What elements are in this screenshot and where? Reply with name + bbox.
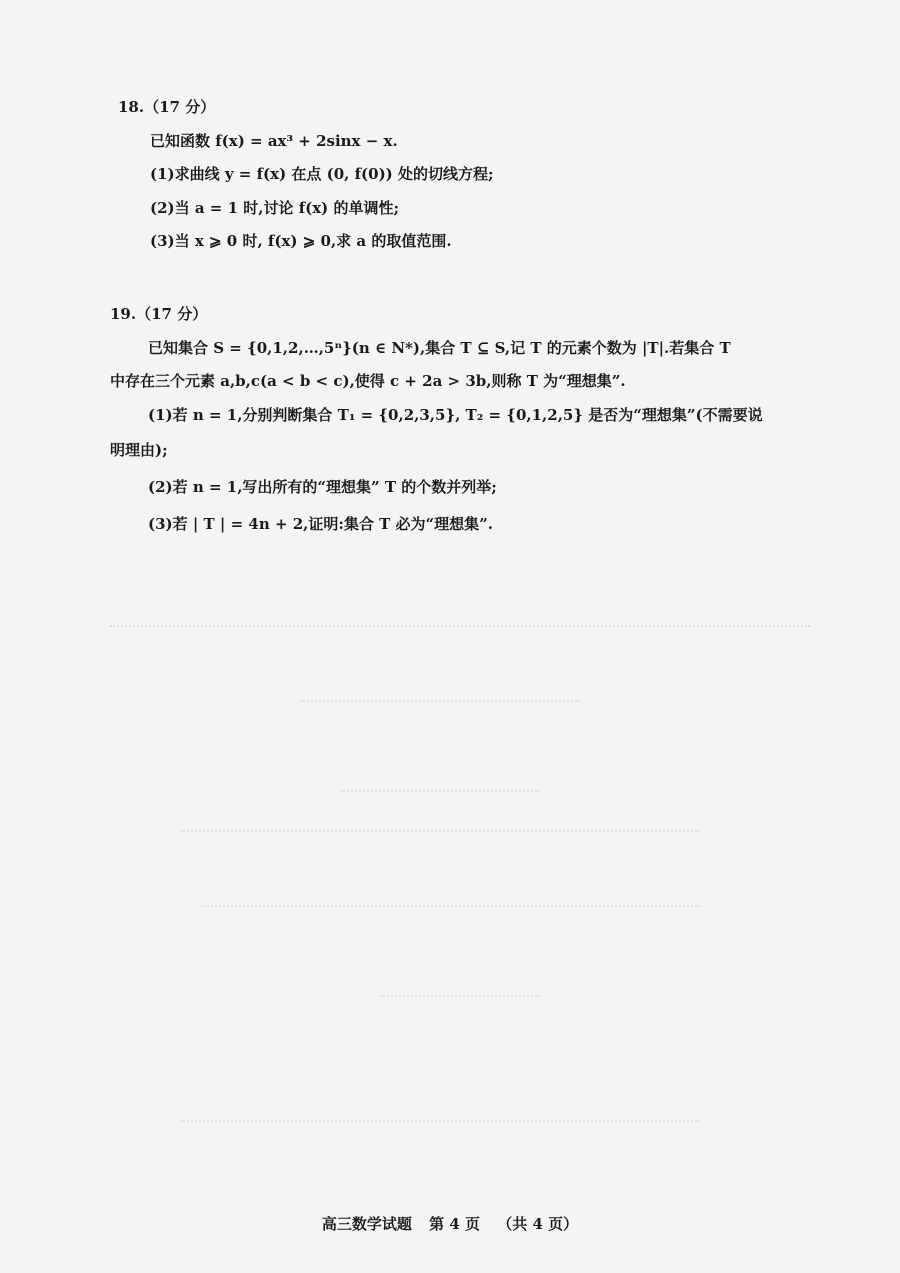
question-19-stem-line-1: 已知集合 S = {0,1,2,…,5ⁿ}(n ∈ N*),集合 T ⊆ S,记 T 的元素个数为 |T|.若集合 T [148, 339, 731, 357]
question-19-part-1-line-2: 明理由); [110, 441, 168, 459]
question-19-part-1-line-1: (1)若 n = 1,分别判断集合 T₁ = {0,2,3,5}, T₂ = {0,1,2,5} 是否为“理想集”(不需要说 [148, 406, 763, 424]
footer-page-number: 第 4 页 [429, 1215, 480, 1233]
question-18-part-1: (1)求曲线 y = f(x) 在点 (0, f(0)) 处的切线方程; [150, 165, 494, 183]
footer-total-pages: （共 4 页） [497, 1215, 579, 1233]
bleed-through-mark [380, 995, 540, 1011]
bleed-through-mark [300, 700, 580, 716]
bleed-through-mark [340, 790, 540, 806]
footer-exam-title: 高三数学试题 [321, 1215, 412, 1233]
question-18-part-2: (2)当 a = 1 时,讨论 f(x) 的单调性; [150, 199, 400, 217]
question-18-stem: 已知函数 f(x) = ax³ + 2sinx − x. [150, 132, 398, 150]
question-18-heading: 18.（17 分） [118, 98, 216, 116]
bleed-through-mark [180, 1120, 700, 1136]
question-19-heading: 19.（17 分） [110, 305, 208, 323]
page-footer [0, 1213, 900, 1234]
question-19-stem-line-2: 中存在三个元素 a,b,c(a < b < c),使得 c + 2a > 3b,则称 T 为“理想集”. [110, 372, 626, 390]
question-19-part-2: (2)若 n = 1,写出所有的“理想集” T 的个数并列举; [148, 478, 497, 496]
question-19-part-3: (3)若 | T | = 4n + 2,证明:集合 T 必为“理想集”. [148, 515, 494, 533]
bleed-through-mark [110, 625, 810, 645]
question-18-part-3: (3)当 x ⩾ 0 时, f(x) ⩾ 0,求 a 的取值范围. [150, 232, 452, 250]
bleed-through-mark [200, 905, 700, 921]
bleed-through-mark [180, 830, 700, 846]
